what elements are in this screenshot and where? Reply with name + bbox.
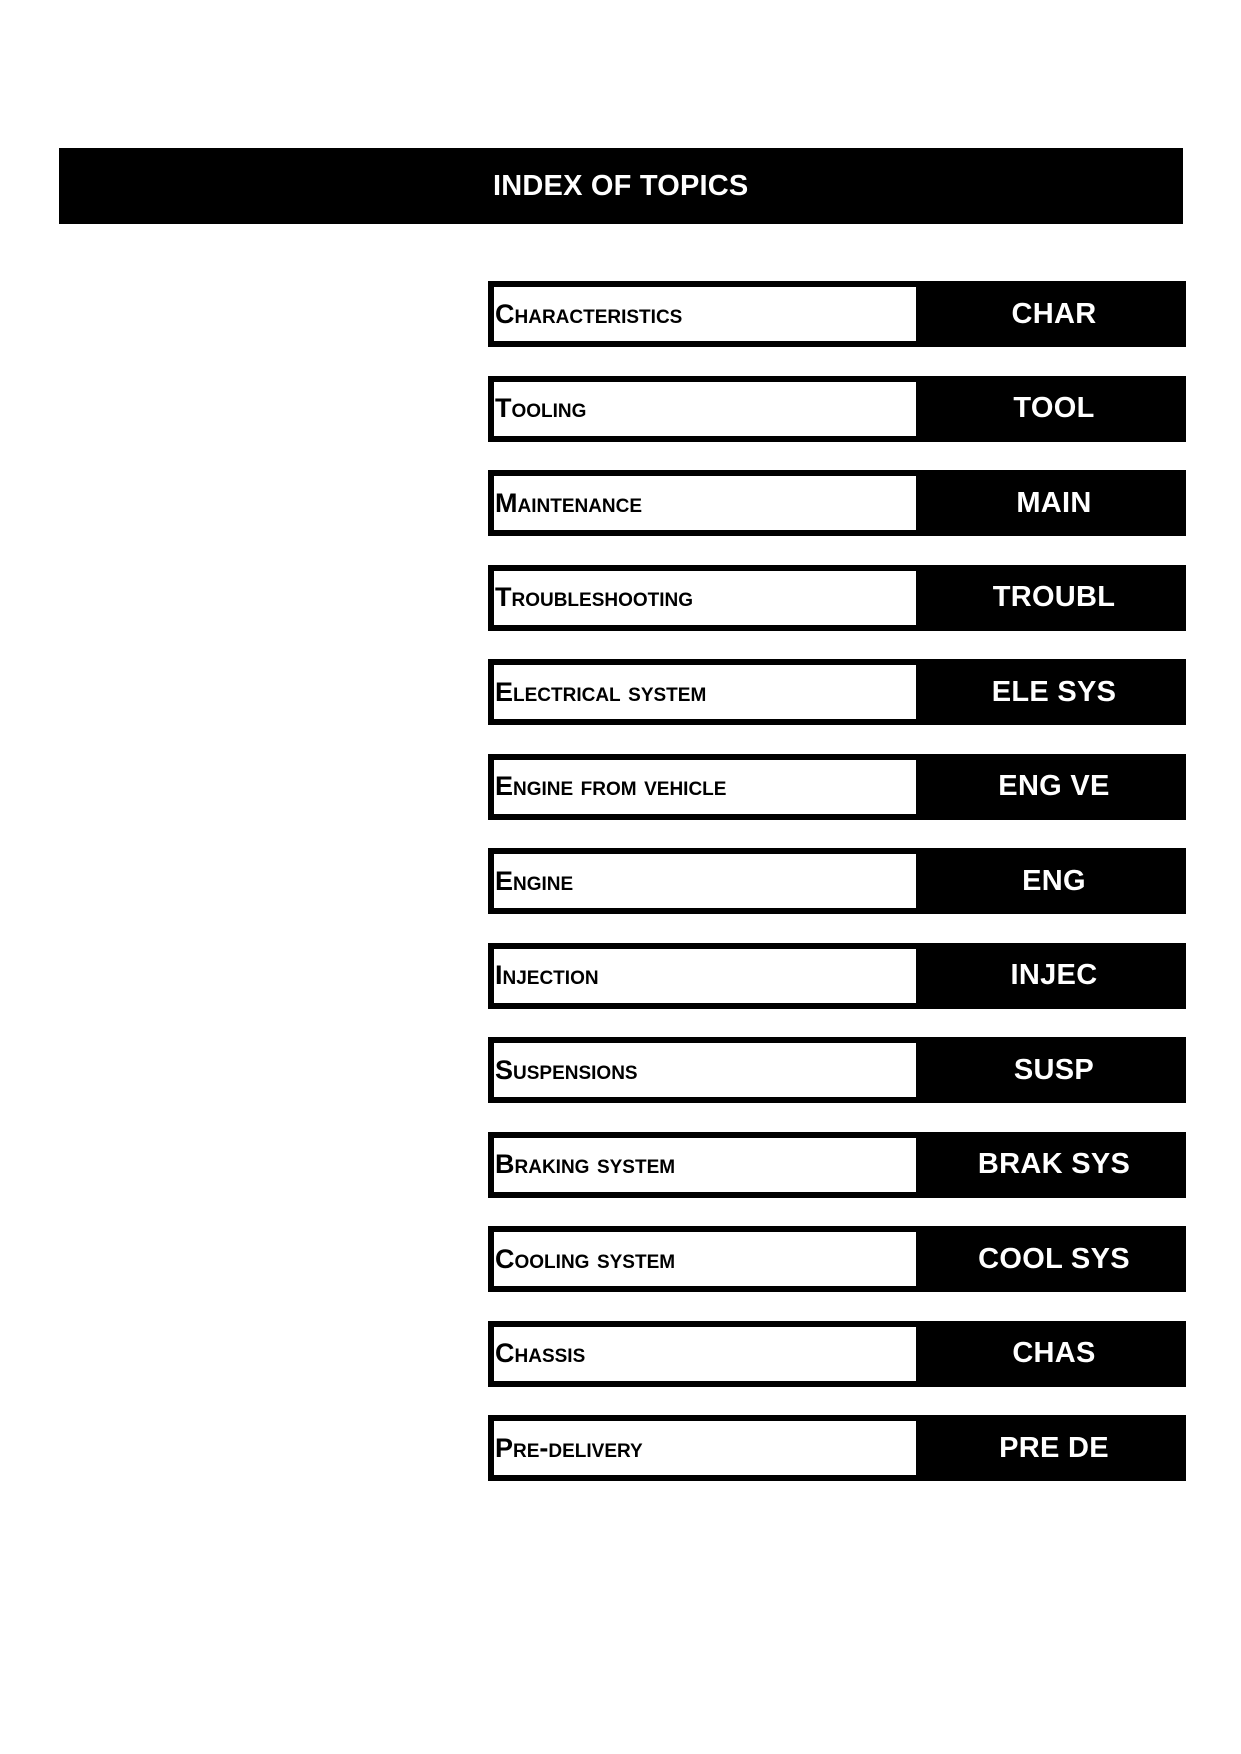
topic-code: MAIN xyxy=(1016,486,1092,519)
topic-code: INJEC xyxy=(1010,959,1098,991)
topic-code: ELE SYS xyxy=(991,675,1117,708)
topic-code: COOL SYS xyxy=(978,1242,1130,1275)
topic-code: TOOL xyxy=(1013,392,1095,424)
topic-name-box xyxy=(488,470,922,536)
topic-name: Pre-delivery xyxy=(495,1432,643,1463)
topic-name-box xyxy=(488,1321,922,1387)
topic-code-tab[interactable] xyxy=(922,376,1186,442)
topic-row-suspensions[interactable] xyxy=(488,1037,1186,1103)
topic-name: Characteristics xyxy=(495,298,683,329)
topic-name: Cooling system xyxy=(495,1243,676,1274)
topic-code: ENG VE xyxy=(998,770,1110,802)
topic-name-box xyxy=(488,1226,922,1292)
topic-name-box xyxy=(488,1037,922,1103)
topic-code: TROUBL xyxy=(992,581,1116,613)
topic-row-chassis[interactable] xyxy=(488,1321,1186,1387)
topic-name: Electrical system xyxy=(495,676,707,707)
topic-code-tab[interactable] xyxy=(922,281,1186,347)
topic-name-box xyxy=(488,565,922,631)
topic-code-tab[interactable] xyxy=(922,565,1186,631)
topic-name: Chassis xyxy=(495,1338,586,1368)
topic-row-engine[interactable] xyxy=(488,848,1186,914)
topic-name-box xyxy=(488,659,922,725)
topic-row-maintenance[interactable] xyxy=(488,470,1186,536)
topic-code: CHAR xyxy=(1011,297,1097,330)
topic-name-box xyxy=(488,281,922,347)
topic-code-tab[interactable] xyxy=(922,848,1186,914)
topic-row-injection[interactable] xyxy=(488,943,1186,1009)
topic-name-box xyxy=(488,1415,922,1481)
topic-code-tab[interactable] xyxy=(922,943,1186,1009)
topic-row-braking-system[interactable] xyxy=(488,1132,1186,1198)
topic-name-box xyxy=(488,376,922,442)
index-title: INDEX OF TOPICS xyxy=(493,170,749,202)
topic-row-engine-from-vehicle[interactable] xyxy=(488,754,1186,820)
topic-name-box xyxy=(488,848,922,914)
topic-name: Tooling xyxy=(495,393,587,423)
topic-name: Engine from vehicle xyxy=(495,771,727,801)
topic-name: Braking system xyxy=(495,1149,676,1179)
topic-name: Maintenance xyxy=(495,487,643,518)
topic-name: Engine xyxy=(495,865,574,896)
topic-code-tab[interactable] xyxy=(922,1321,1186,1387)
topic-row-tooling[interactable] xyxy=(488,376,1186,442)
topic-name: Injection xyxy=(495,960,599,990)
topic-name-box xyxy=(488,943,922,1009)
index-header-bar xyxy=(59,148,1183,224)
topic-row-cooling-system[interactable] xyxy=(488,1226,1186,1292)
topic-code: ENG xyxy=(1022,864,1086,897)
topic-row-electrical-system[interactable] xyxy=(488,659,1186,725)
topic-code-tab[interactable] xyxy=(922,470,1186,536)
topic-code-tab[interactable] xyxy=(922,1415,1186,1481)
topic-index-list xyxy=(488,281,1186,1510)
topic-code-tab[interactable] xyxy=(922,1226,1186,1292)
topic-name: Troubleshooting xyxy=(495,582,694,612)
topic-row-troubleshooting[interactable] xyxy=(488,565,1186,631)
topic-code-tab[interactable] xyxy=(922,1132,1186,1198)
topic-name-box xyxy=(488,1132,922,1198)
topic-code-tab[interactable] xyxy=(922,659,1186,725)
topic-code: CHAS xyxy=(1012,1337,1096,1369)
topic-code-tab[interactable] xyxy=(922,1037,1186,1103)
topic-row-pre-delivery[interactable] xyxy=(488,1415,1186,1481)
topic-code: BRAK SYS xyxy=(977,1148,1131,1180)
topic-row-characteristics[interactable] xyxy=(488,281,1186,347)
topic-name-box xyxy=(488,754,922,820)
topic-name: Suspensions xyxy=(495,1054,638,1085)
topic-code: PRE DE xyxy=(999,1431,1109,1464)
topic-code-tab[interactable] xyxy=(922,754,1186,820)
topic-code: SUSP xyxy=(1013,1053,1095,1086)
